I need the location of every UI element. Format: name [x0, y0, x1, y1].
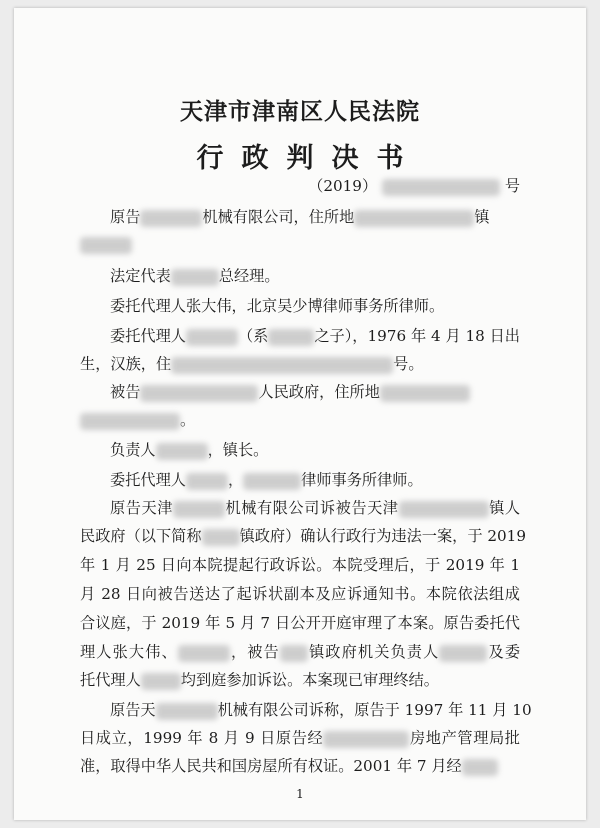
redacted-text	[140, 210, 202, 227]
redacted-text	[80, 237, 132, 254]
case-paragraph-line-3: 年 1 月 25 日向本院提起行政诉讼。本院受理后，于 2019 年 1	[80, 556, 520, 574]
case-year: （2019）	[308, 177, 378, 195]
plaintiff-line: 原告 机械有限公司，住所地 镇	[110, 208, 490, 226]
redacted-text	[171, 269, 219, 286]
defendant-agent-line: 委托代理人 ， 律师事务所律师。	[110, 471, 423, 489]
redacted-text	[462, 759, 498, 776]
redacted-text	[399, 501, 489, 518]
redacted-text	[178, 645, 230, 662]
case-paragraph-line-6: 理人张大伟、 ，被告 镇政府机关负责人 及委	[80, 643, 521, 661]
redacted-case-number	[382, 179, 500, 196]
redacted-text	[140, 385, 258, 402]
redacted-text	[80, 413, 180, 430]
claims-line-1: 原告天 机械有限公司诉称，原告于 1997 年 11 月 10	[110, 701, 532, 719]
plaintiff-line-2	[80, 234, 520, 254]
redacted-text	[173, 501, 225, 518]
redacted-text	[141, 673, 181, 690]
case-paragraph-line-4: 月 28 日向被告送达了起诉状副本及应诉通知书。本院依法组成	[80, 585, 520, 603]
document-type-title: 行政判决书	[196, 143, 422, 174]
redacted-text	[243, 473, 301, 490]
responsible-person-line: 负责人 ，镇长。	[110, 441, 269, 459]
redacted-text	[268, 329, 314, 346]
case-paragraph-line-5: 合议庭，于 2019 年 5 月 7 日公开开庭审理了本案。原告委托代	[80, 614, 520, 632]
case-paragraph-line-1: 原告天津 机械有限公司诉被告天津 镇人	[110, 499, 521, 517]
case-paragraph-line-2: 民政府（以下简称 镇政府）确认行政行为违法一案，于 2019	[80, 527, 526, 545]
defendant-line-cont: 。	[80, 410, 520, 430]
defendant-line: 被告 人民政府，住所地	[80, 382, 520, 402]
redacted-text	[323, 731, 409, 748]
court-name: 天津市津南区人民法院	[180, 98, 420, 125]
legal-representative-line: 法定代表 总经理。	[110, 267, 280, 285]
agent-line-2: 委托代理人 （系 之子），1976 年 4 月 18 日出	[110, 327, 520, 345]
agent-line-2-cont: 生，汉族，住 号。	[80, 355, 424, 373]
page-number: 1	[296, 787, 304, 801]
redacted-text	[380, 385, 470, 402]
redacted-text	[280, 645, 308, 662]
case-suffix: 号	[504, 177, 520, 195]
redacted-text	[354, 210, 474, 227]
claims-line-2: 日成立，1999 年 8 月 9 日原告经 房地产管理局批	[80, 729, 520, 747]
case-paragraph-line-7: 托代理人 均到庭参加诉讼。本案现已审理终结。	[80, 671, 439, 689]
redacted-text	[439, 645, 487, 662]
claims-line-3: 准，取得中华人民共和国房屋所有权证。2001 年 7 月经	[80, 756, 520, 776]
case-number	[80, 176, 520, 196]
redacted-text	[156, 443, 208, 460]
document-page	[14, 8, 586, 820]
redacted-text	[156, 703, 218, 720]
redacted-text	[202, 529, 240, 546]
redacted-text	[171, 357, 393, 374]
redacted-text	[186, 329, 238, 346]
redacted-text	[186, 473, 228, 490]
agent-line-1: 委托代理人张大伟，北京吴少博律师事务所律师。	[110, 297, 445, 315]
